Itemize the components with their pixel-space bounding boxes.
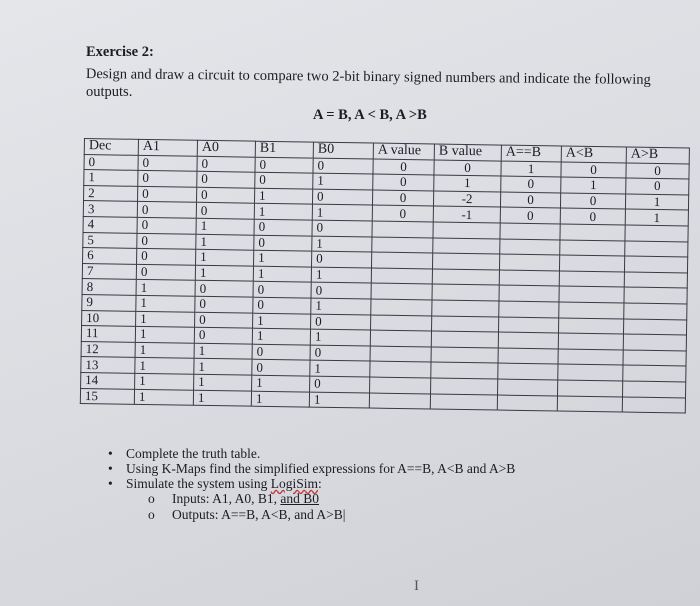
- cell-a-gt-b: 0: [626, 178, 689, 195]
- cell-dec: 13: [81, 357, 135, 373]
- cell-a1: 1: [134, 389, 193, 406]
- cell-b0: 1: [312, 236, 372, 253]
- cell-a1: 1: [136, 311, 195, 328]
- cell-b-value: 0: [434, 160, 501, 177]
- header-a-lt-b: A<B: [561, 146, 626, 163]
- cell-a1: 1: [135, 358, 194, 375]
- cell-a1: 1: [136, 280, 195, 297]
- cell-a1: 0: [138, 186, 197, 203]
- cell-a1: 1: [136, 295, 195, 312]
- cell-b1: 1: [252, 375, 310, 392]
- cell-b1: 0: [255, 172, 313, 189]
- cell-a-value: [371, 299, 432, 316]
- cell-b0: 0: [313, 158, 373, 175]
- cell-a0: 1: [196, 218, 254, 235]
- header-dec: Dec: [84, 139, 138, 155]
- cell-a-gt-b: [623, 350, 686, 367]
- cell-a-eq-b: [498, 363, 558, 380]
- text-cursor-icon: I: [414, 578, 419, 594]
- cell-b1: 1: [251, 391, 309, 408]
- cell-a-gt-b: 0: [626, 163, 689, 180]
- cell-b0: 0: [312, 220, 372, 237]
- cell-a-eq-b: [499, 285, 559, 302]
- cell-a1: 0: [137, 202, 196, 219]
- cell-a-lt-b: 0: [561, 162, 626, 179]
- cell-a1: 0: [137, 233, 196, 250]
- cell-a0: 0: [195, 312, 253, 329]
- cell-b0: 0: [310, 376, 370, 393]
- cell-b-value: [432, 269, 499, 286]
- cell-a-value: [371, 315, 432, 332]
- cell-b-value: -2: [433, 191, 500, 208]
- cell-b0: 0: [312, 251, 372, 268]
- cell-a-lt-b: [557, 395, 622, 412]
- exercise-description-line1: Design and draw a circuit to compare two 2-bit binary signed numbers and indicate the following: [85, 66, 651, 88]
- cell-a1: 0: [137, 248, 196, 265]
- cell-b0: 0: [311, 314, 371, 331]
- cell-a-eq-b: [500, 223, 560, 240]
- cell-b0: 1: [309, 392, 369, 409]
- cell-b-value: [432, 284, 499, 301]
- header-a1: A1: [138, 139, 197, 156]
- cell-b1: 0: [254, 219, 312, 236]
- cell-b-value: [432, 253, 499, 270]
- cell-a-lt-b: 1: [561, 177, 626, 194]
- cell-a0: 0: [197, 156, 255, 173]
- truth-table-body: [80, 154, 689, 413]
- cell-dec: 0: [84, 154, 138, 170]
- cell-b1: 1: [254, 204, 312, 221]
- cell-a-gt-b: [622, 396, 685, 413]
- cell-dec: 15: [80, 388, 134, 404]
- cell-b0: 0: [310, 345, 370, 362]
- cell-a-lt-b: [558, 333, 623, 350]
- cell-a-lt-b: [558, 318, 623, 335]
- instruction-prefix: Simulate the system using: [126, 476, 271, 491]
- circle-bullet-icon: o: [148, 491, 155, 506]
- cell-a-value: [370, 361, 431, 378]
- cell-b1: 0: [253, 297, 311, 314]
- cell-b0: 0: [311, 282, 371, 299]
- cell-a-gt-b: [624, 287, 687, 304]
- cell-dec: 1: [84, 170, 138, 186]
- cell-b0: 1: [311, 298, 371, 315]
- cell-b0: 1: [313, 173, 373, 190]
- cell-a-value: [372, 237, 433, 254]
- cell-a-gt-b: [624, 272, 687, 289]
- cell-b-value: [433, 222, 500, 239]
- cell-a-value: [370, 330, 431, 347]
- cell-dec: 10: [82, 310, 136, 326]
- cell-dec: 11: [81, 326, 135, 342]
- cell-b-value: [430, 393, 497, 410]
- cell-a-value: [371, 268, 432, 285]
- comparison-outputs: A = B, A < B, A >B: [313, 107, 427, 123]
- cell-b1: 0: [255, 157, 313, 174]
- cell-a0: 0: [196, 187, 254, 204]
- cell-dec: 3: [83, 201, 137, 217]
- cell-a1: 0: [136, 264, 195, 281]
- cell-a-gt-b: [625, 225, 688, 242]
- cell-b-value: [431, 362, 498, 379]
- cell-b1: 1: [253, 266, 311, 283]
- cell-a-gt-b: [624, 256, 687, 273]
- instruction-text: Using K-Maps find the simplified expressions for A==B, A<B and A>B: [126, 461, 516, 476]
- cell-a0: 1: [196, 249, 254, 266]
- cell-a-lt-b: [558, 380, 623, 397]
- cell-a1: 1: [135, 373, 194, 390]
- cell-a-gt-b: [623, 365, 686, 382]
- cell-b0: 0: [312, 189, 372, 206]
- cell-a-value: [371, 252, 432, 269]
- header-b1: B1: [255, 141, 313, 158]
- cell-dec: 12: [81, 341, 135, 357]
- cell-b1: 1: [254, 250, 312, 267]
- cell-dec: 4: [83, 216, 137, 232]
- cell-a-value: 0: [373, 174, 434, 191]
- cell-a-lt-b: [558, 349, 623, 366]
- cell-b1: 0: [254, 235, 312, 252]
- cell-a-value: [372, 221, 433, 238]
- cell-a-gt-b: [623, 334, 686, 351]
- cell-a-lt-b: [559, 255, 624, 272]
- cell-a0: 1: [193, 390, 251, 407]
- cell-a-value: [370, 377, 431, 394]
- cell-a1: 1: [135, 342, 194, 359]
- outputs-text: Outputs: A==B, A<B, and A>B|: [172, 507, 346, 522]
- cell-a-eq-b: [499, 301, 559, 318]
- cell-b0: 1: [310, 360, 370, 377]
- truth-table: [80, 138, 690, 414]
- cell-b0: 1: [310, 329, 370, 346]
- cell-b-value: [432, 300, 499, 317]
- cell-dec: 5: [83, 232, 137, 248]
- cell-a-gt-b: [623, 381, 686, 398]
- cell-a-lt-b: [559, 302, 624, 319]
- header-b-value: B value: [434, 144, 501, 161]
- cell-dec: 9: [82, 294, 136, 310]
- cell-a0: 0: [194, 327, 252, 344]
- cell-dec: 7: [82, 263, 136, 279]
- cell-a-lt-b: 0: [560, 193, 625, 210]
- cell-b-value: [431, 347, 498, 364]
- cell-a-eq-b: [498, 379, 558, 396]
- cell-a-lt-b: [560, 224, 625, 241]
- cell-dec: 14: [81, 372, 135, 388]
- cell-b-value: -1: [433, 206, 500, 223]
- inputs-underlined: and B0: [280, 491, 320, 506]
- cell-a-gt-b: [624, 303, 687, 320]
- instruction-suffix: :: [318, 476, 322, 491]
- cell-a-gt-b: [623, 319, 686, 336]
- cell-a1: 0: [137, 217, 196, 234]
- circle-bullet-icon: o: [148, 507, 155, 522]
- cell-a1: 0: [138, 155, 197, 172]
- cell-a-value: 0: [372, 205, 433, 222]
- cell-a-eq-b: 0: [500, 192, 560, 209]
- bullet-icon: •: [108, 446, 113, 461]
- cell-a0: 0: [197, 171, 255, 188]
- cell-a-eq-b: 1: [501, 161, 561, 178]
- cell-a-gt-b: 1: [625, 209, 688, 226]
- cell-a0: 1: [194, 359, 252, 376]
- cell-dec: 6: [83, 248, 137, 264]
- bullet-icon: •: [108, 461, 113, 476]
- cell-a-lt-b: 0: [560, 208, 625, 225]
- cell-a-lt-b: [559, 271, 624, 288]
- logisim-tool-name: LogiSim: [270, 476, 319, 491]
- inputs-text: [172, 491, 319, 507]
- cell-b0: 1: [311, 267, 371, 284]
- cell-a-lt-b: [559, 286, 624, 303]
- cell-a-eq-b: [497, 395, 557, 412]
- cell-b-value: [431, 378, 498, 395]
- cell-b1: 1: [252, 328, 310, 345]
- cell-b-value: [433, 238, 500, 255]
- exercise-title: Exercise 2:: [86, 44, 154, 60]
- instruction-text: [126, 476, 322, 492]
- header-a-gt-b: A>B: [626, 147, 689, 164]
- cell-a0: 1: [196, 234, 254, 251]
- cell-a-value: [369, 393, 430, 410]
- cell-a0: 1: [194, 343, 252, 360]
- exercise-description-line2: outputs.: [86, 84, 133, 100]
- cell-b1: 1: [254, 188, 312, 205]
- header-a-eq-b: A==B: [501, 145, 561, 162]
- cell-a-value: [371, 283, 432, 300]
- cell-a1: 1: [135, 326, 194, 343]
- cell-a0: 0: [196, 203, 254, 220]
- cell-b-value: [431, 331, 498, 348]
- cell-a-eq-b: [498, 332, 558, 349]
- cell-a-gt-b: [625, 241, 688, 258]
- cell-a-value: 0: [373, 159, 434, 176]
- cell-a0: 1: [195, 265, 253, 282]
- cell-b-value: 1: [434, 175, 501, 192]
- cell-b1: 1: [253, 313, 311, 330]
- cell-a-lt-b: [560, 240, 625, 257]
- cell-a-eq-b: [498, 348, 558, 365]
- cell-b0: 1: [312, 204, 372, 221]
- cell-b1: 0: [252, 359, 310, 376]
- cell-a-eq-b: [500, 239, 560, 256]
- cell-a-value: 0: [372, 190, 433, 207]
- cell-a-eq-b: [499, 317, 559, 334]
- cell-dec: 2: [84, 185, 138, 201]
- cell-a-eq-b: 0: [500, 207, 560, 224]
- cell-a1: 0: [138, 171, 197, 188]
- cell-a-eq-b: [499, 254, 559, 271]
- header-a-value: A value: [373, 143, 434, 160]
- inputs-prefix: Inputs: A1, A0, B1,: [172, 491, 281, 506]
- cell-a-lt-b: [558, 364, 623, 381]
- cell-b1: 0: [252, 344, 310, 361]
- cell-b-value: [432, 316, 499, 333]
- cell-a-gt-b: 1: [625, 194, 688, 211]
- cell-dec: 8: [82, 279, 136, 295]
- cell-a-eq-b: 0: [501, 176, 561, 193]
- cell-b1: 0: [253, 282, 311, 299]
- header-a0: A0: [197, 140, 255, 157]
- cell-a-value: [370, 346, 431, 363]
- bullet-icon: •: [108, 476, 113, 491]
- cell-a0: 1: [194, 374, 252, 391]
- cell-a-eq-b: [499, 270, 559, 287]
- instruction-text: Complete the truth table.: [126, 446, 261, 461]
- header-b0: B0: [313, 142, 373, 159]
- cell-a0: 0: [195, 296, 253, 313]
- cell-a0: 0: [195, 281, 253, 298]
